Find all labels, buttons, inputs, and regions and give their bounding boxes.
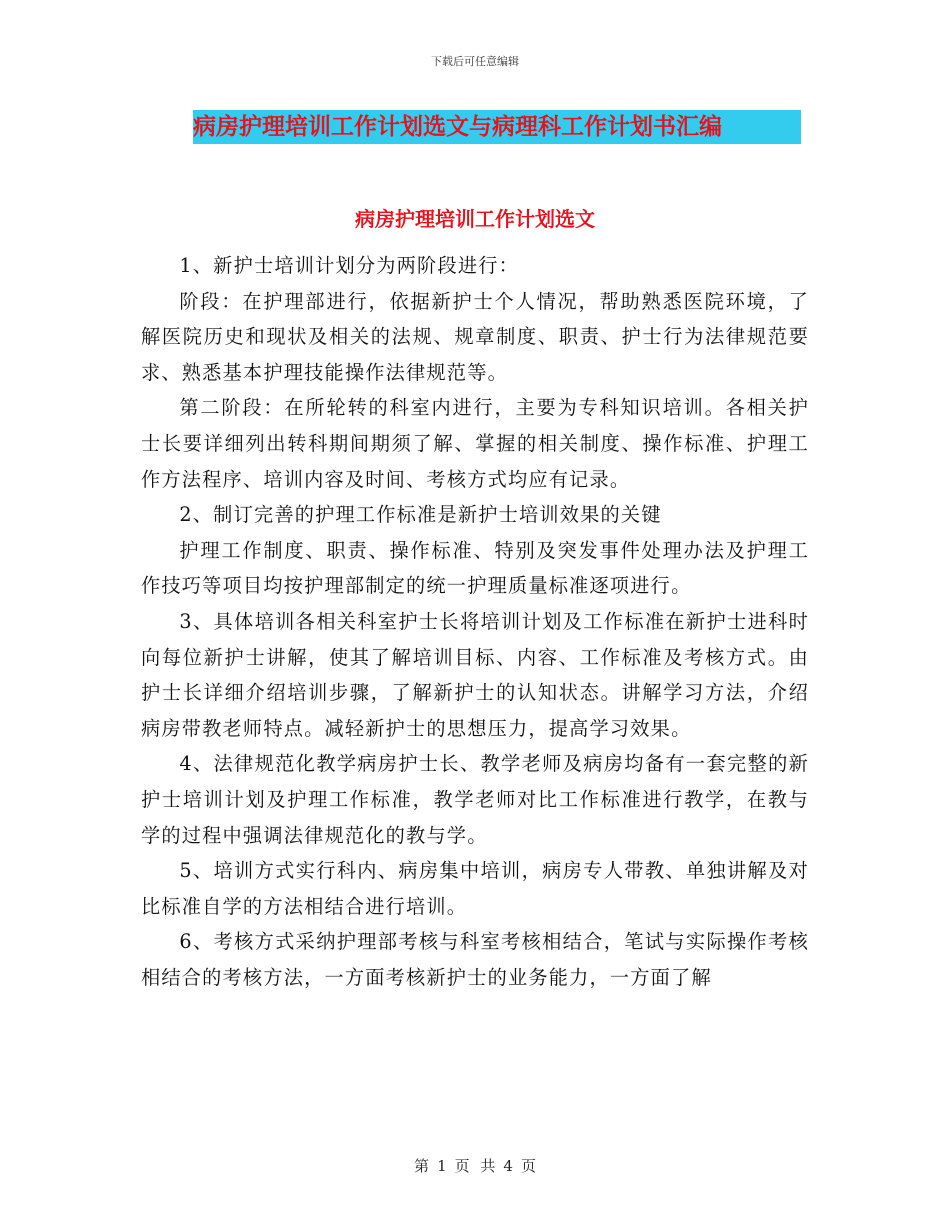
document-body xyxy=(141,248,809,995)
footer-mid: 页 共 xyxy=(454,1157,496,1175)
paragraph: 1、新护士培训计划分为两阶段进行： xyxy=(179,254,519,277)
total-pages: 4 xyxy=(503,1157,513,1175)
page-number: 1 xyxy=(437,1157,447,1175)
document-title: 病房护理培训工作计划选文与病理科工作计划书汇编 xyxy=(193,110,801,144)
paragraph: 护理工作制度、职责、操作标准、特别及突发事件处理办法及护理工作技巧等项目均按护理部制定的统一护理质量标准逐项进行。 xyxy=(141,538,809,598)
paragraph: 5、培训方式实行科内、病房集中培训，病房专人带教、单独讲解及对比标准自学的方法相结合进行培训。 xyxy=(141,859,809,918)
footer-prefix: 第 xyxy=(414,1157,430,1175)
paragraph: 4、法律规范化教学病房护士长、教学老师及病房均备有一套完整的新护士培训计划及护理工作标准，教学老师对比工作标准进行教学，在教与学的过程中强调法律规范化的教与学。 xyxy=(141,752,809,847)
footer-suffix: 页 xyxy=(520,1157,536,1175)
paragraph: 3、具体培训各相关科室护士长将培训计划及工作标准在新护士进科时向每位新护士讲解，使其了解培训目标、内容、工作标准及考核方式。由护士长详细介绍培训步骤，了解新护士的认知状态。讲解学习方法，介绍病房带教老师特点。减轻新护士的思想压力，提高学习效果。 xyxy=(141,609,809,740)
page-footer xyxy=(0,1155,950,1176)
header-note: 下载后可任意编辑 xyxy=(431,55,519,68)
paragraph: 阶段：在护理部进行，依据新护士个人情况，帮助熟悉医院环境，了解医院历史和现状及相关的法规、规章制度、职责、护士行为法律规范要求、熟悉基本护理技能操作法律规范等。 xyxy=(141,289,809,384)
paragraph: 6、考核方式采纳护理部考核与科室考核相结合，笔试与实际操作考核相结合的考核方法，一方面考核新护士的业务能力，一方面了解 xyxy=(141,930,809,989)
paragraph: 2、制订完善的护理工作标准是新护士培训效果的关键 xyxy=(179,503,662,527)
paragraph: 第二阶段：在所轮转的科室内进行，主要为专科知识培训。各相关护士长要详细列出转科期间期须了解、掌握的相关制度、操作标准、护理工作方法程序、培训内容及时间、考核方式均应有记录。 xyxy=(141,396,809,491)
section-title: 病房护理培训工作计划选文 xyxy=(355,207,595,231)
